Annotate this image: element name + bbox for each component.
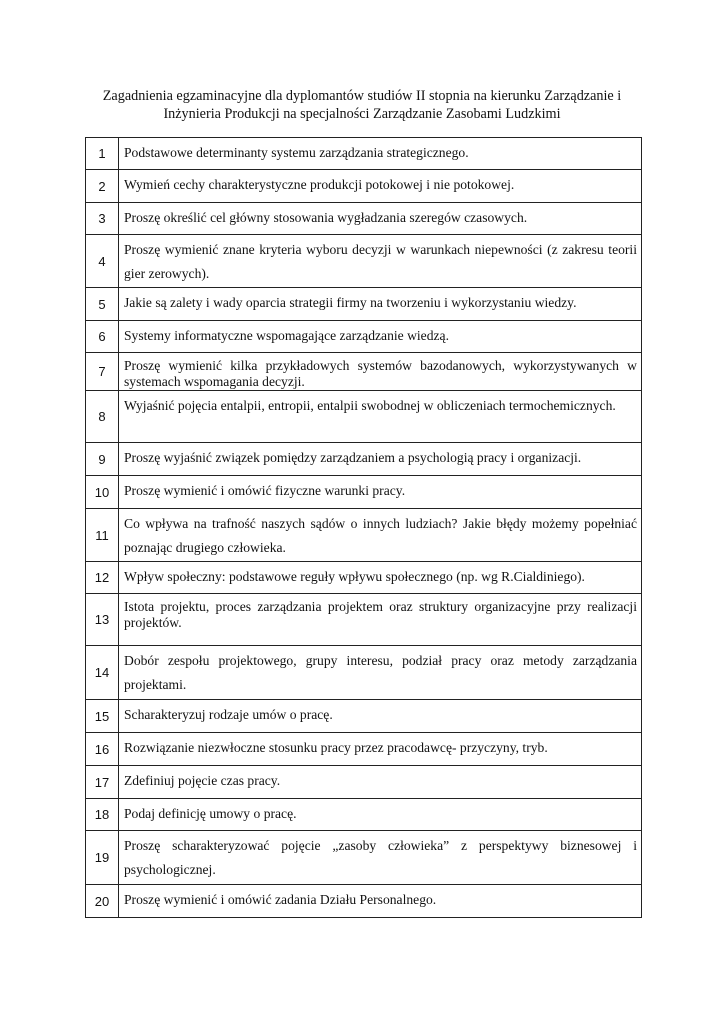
question-text: Rozwiązanie niezwłoczne stosunku pracy przez pracodawcę- przyczyny, tryb. bbox=[119, 733, 642, 766]
document-title-line-2: Inżynieria Produkcji na specjalności Zarządzanie Zasobami Ludzkimi bbox=[163, 106, 561, 122]
question-number: 4 bbox=[86, 235, 119, 288]
question-number: 3 bbox=[86, 203, 119, 235]
question-text: Dobór zespołu projektowego, grupy interesu, podział pracy oraz metody zarządzania projektami. bbox=[119, 646, 642, 700]
question-number: 14 bbox=[86, 646, 119, 700]
question-text: Jakie są zalety i wady oparcia strategii firmy na tworzeniu i wykorzystaniu wiedzy. bbox=[119, 288, 642, 321]
question-text: Co wpływa na trafność naszych sądów o innych ludziach? Jakie błędy możemy popełniać poznając drugiego człowieka. bbox=[119, 509, 642, 562]
question-text: Wpływ społeczny: podstawowe reguły wpływu społecznego (np. wg R.Cialdiniego). bbox=[119, 562, 642, 594]
table-row bbox=[86, 733, 642, 766]
table-row bbox=[86, 646, 642, 700]
question-text: Wyjaśnić pojęcia entalpii, entropii, entalpii swobodnej w obliczeniach termochemicznych. bbox=[119, 391, 642, 443]
question-text: Podaj definicję umowy o pracę. bbox=[119, 799, 642, 831]
question-number: 16 bbox=[86, 733, 119, 766]
table-row bbox=[86, 509, 642, 562]
question-number: 20 bbox=[86, 885, 119, 918]
table-row bbox=[86, 203, 642, 235]
question-number: 1 bbox=[86, 138, 119, 170]
question-text: Proszę wyjaśnić związek pomiędzy zarządzaniem a psychologią pracy i organizacji. bbox=[119, 443, 642, 476]
question-text: Proszę wymienić i omówić fizyczne warunki pracy. bbox=[119, 476, 642, 509]
table-row bbox=[86, 170, 642, 203]
table-row bbox=[86, 443, 642, 476]
question-number: 7 bbox=[86, 353, 119, 391]
question-number: 15 bbox=[86, 700, 119, 733]
question-number: 9 bbox=[86, 443, 119, 476]
question-text: Proszę określić cel główny stosowania wygładzania szeregów czasowych. bbox=[119, 203, 642, 235]
question-number: 5 bbox=[86, 288, 119, 321]
table-row bbox=[86, 391, 642, 443]
question-text: Wymień cechy charakterystyczne produkcji potokowej i nie potokowej. bbox=[119, 170, 642, 203]
question-number: 8 bbox=[86, 391, 119, 443]
question-number: 13 bbox=[86, 594, 119, 646]
question-text: Istota projektu, proces zarządzania projektem oraz struktury organizacyjne przy realizacji projektów. bbox=[119, 594, 642, 646]
table-row bbox=[86, 885, 642, 918]
question-text: Proszę wymienić znane kryteria wyboru decyzji w warunkach niepewności (z zakresu teorii gier zerowych). bbox=[119, 235, 642, 288]
table-row bbox=[86, 594, 642, 646]
question-number: 19 bbox=[86, 831, 119, 885]
question-text: Proszę wymienić kilka przykładowych systemów bazodanowych, wykorzystywanych w systemach wspomagania decyzji. bbox=[119, 353, 642, 391]
table-row bbox=[86, 321, 642, 353]
question-text: Proszę wymienić i omówić zadania Działu Personalnego. bbox=[119, 885, 642, 918]
question-number: 12 bbox=[86, 562, 119, 594]
document-title-line-1: Zagadnienia egzaminacyjne dla dyplomantów studiów II stopnia na kierunku Zarządzanie i bbox=[102, 88, 622, 104]
question-number: 11 bbox=[86, 509, 119, 562]
table-row bbox=[86, 138, 642, 170]
question-number: 6 bbox=[86, 321, 119, 353]
table-row bbox=[86, 799, 642, 831]
table-row bbox=[86, 288, 642, 321]
question-text: Proszę scharakteryzować pojęcie „zasoby człowieka” z perspektywy biznesowej i psychologicznej. bbox=[119, 831, 642, 885]
question-number: 17 bbox=[86, 766, 119, 799]
table-row bbox=[86, 353, 642, 391]
question-text: Zdefiniuj pojęcie czas pracy. bbox=[119, 766, 642, 799]
table-row bbox=[86, 831, 642, 885]
question-text: Podstawowe determinanty systemu zarządzania strategicznego. bbox=[119, 138, 642, 170]
table-row bbox=[86, 562, 642, 594]
question-number: 10 bbox=[86, 476, 119, 509]
question-text: Scharakteryzuj rodzaje umów o pracę. bbox=[119, 700, 642, 733]
table-row bbox=[86, 476, 642, 509]
document-title bbox=[60, 87, 664, 123]
table-row bbox=[86, 766, 642, 799]
question-text: Systemy informatyczne wspomagające zarządzanie wiedzą. bbox=[119, 321, 642, 353]
question-number: 2 bbox=[86, 170, 119, 203]
table-row bbox=[86, 700, 642, 733]
question-number: 18 bbox=[86, 799, 119, 831]
questions-table bbox=[85, 137, 642, 918]
table-row bbox=[86, 235, 642, 288]
